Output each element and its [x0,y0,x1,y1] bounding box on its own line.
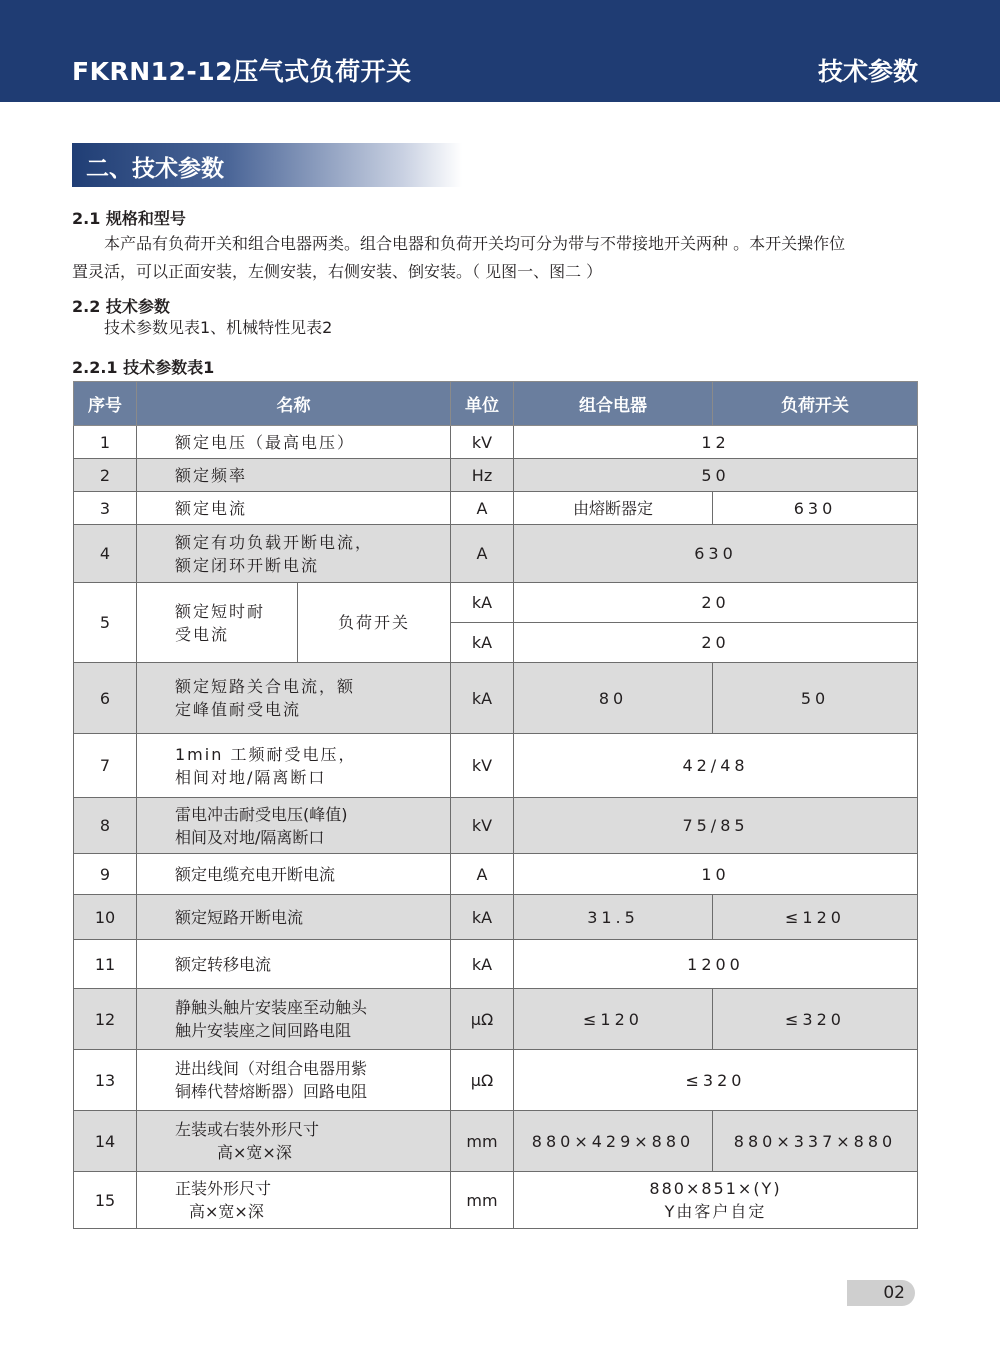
paragraph-2-1-line2: 置灵活，可以正面安装，左侧安装，右侧安装、倒安装。（ 见图一、图二 ） [72,262,603,281]
param-name: 额定电流 [137,492,451,525]
param-unit: kV [451,734,514,798]
param-value-combined: ≤120 [514,989,713,1050]
param-name: 额定电压（最高电压） [137,426,451,459]
param-name-line1: 雷电冲击耐受电压(峰值) [175,804,348,824]
param-name-line1: 左装或右装外形尺寸 [175,1120,320,1139]
table-row [74,492,918,525]
table-row [74,525,918,583]
param-value-combined: 80 [514,663,713,734]
param-unit: A [451,854,514,895]
row-number: 15 [74,1172,137,1229]
row-number: 5 [74,583,137,663]
param-name: 额定短路开断电流 [137,895,451,940]
row-number: 13 [74,1050,137,1111]
section-title: 二、技术参数 [86,156,224,182]
param-value-line1: 880×851×(Y) [649,1179,782,1198]
param-name-line2: 受电流 [175,624,230,644]
param-name-line1: 1min 工频耐受电压， [175,744,357,764]
row-number: 11 [74,940,137,989]
param-name [137,989,451,1050]
param-name-line1: 额定短路关合电流，额 [175,677,356,696]
col-header-combined-apparatus: 组合电器 [514,382,713,426]
param-value: 630 [514,525,918,583]
param-unit: kV [451,798,514,854]
page-number: 02 [883,1283,905,1303]
table-row [74,895,918,940]
param-unit: kA [451,663,514,734]
param-value-combined: 880×429×880 [514,1111,713,1172]
param-unit: kA [451,940,514,989]
page-number-badge [847,1280,915,1306]
table-row [74,854,918,895]
col-header-unit: 单位 [451,382,514,426]
param-value: 75/85 [514,798,918,854]
param-name-line2: 相间对地/隔离断口 [175,767,327,787]
param-value [514,1172,918,1229]
param-value-load-switch: ≤120 [713,895,918,940]
table-row [74,426,918,459]
table-row [74,459,918,492]
param-name-line2: 触片安装座之间回路电阻 [175,1021,352,1040]
table-row [74,583,918,623]
param-name: 额定电缆充电开断电流 [137,854,451,895]
section-banner [72,143,462,187]
param-name [137,663,451,734]
row-number: 6 [74,663,137,734]
param-name-line2: 铜棒代替熔断器）回路电阻 [175,1082,368,1101]
heading-2-2: 2.2 技术参数 [72,297,170,316]
param-value-load-switch: 50 [713,663,918,734]
row-number: 8 [74,798,137,854]
page-header [0,0,1000,102]
param-value: 1200 [514,940,918,989]
param-name [137,798,451,854]
param-value: 10 [514,854,918,895]
param-unit: A [451,525,514,583]
param-name-line2: 额定闭环开断电流 [175,555,320,575]
table-row [74,940,918,989]
table-row [74,663,918,734]
param-unit: kA [451,583,514,623]
param-value: 20 [514,583,918,623]
param-value-combined: 由熔断器定 [514,492,713,525]
param-name [137,1172,451,1229]
param-name-line2: 定峰值耐受电流 [175,700,302,719]
header-section-label: 技术参数 [817,57,918,86]
col-header-load-switch: 负荷开关 [713,382,918,426]
param-unit: kA [451,895,514,940]
col-header-name: 名称 [137,382,451,426]
row-number: 1 [74,426,137,459]
param-unit: μΩ [451,1050,514,1111]
param-name [137,1111,451,1172]
param-subname: 负荷开关 [298,583,451,663]
table-row [74,989,918,1050]
table-row [74,1172,918,1229]
paragraph-2-2: 技术参数见表1、机械特性见表2 [104,318,333,337]
row-number: 7 [74,734,137,798]
param-name: 额定转移电流 [137,940,451,989]
row-number: 4 [74,525,137,583]
row-number: 10 [74,895,137,940]
param-unit: A [451,492,514,525]
param-name-line2: 高×宽×深 [189,1202,264,1221]
param-name-line1: 正装外形尺寸 [175,1179,272,1198]
heading-2-1: 2.1 规格和型号 [72,209,186,228]
table-row [74,1111,918,1172]
param-name-line1: 额定短时耐 [175,601,266,621]
param-name [137,583,298,663]
param-value-load-switch: 880×337×880 [713,1111,918,1172]
param-value-line2: Y由客户自定 [664,1202,767,1221]
param-name-line2: 相间及对地/隔离断口 [175,827,325,847]
row-number: 14 [74,1111,137,1172]
param-name [137,1050,451,1111]
table-row [74,1050,918,1111]
param-name-line1: 额定有功负载开断电流， [175,532,374,552]
param-value: ≤320 [514,1050,918,1111]
param-unit: kA [451,623,514,663]
param-value-combined: 31.5 [514,895,713,940]
table-row [74,734,918,798]
row-number: 3 [74,492,137,525]
row-number: 12 [74,989,137,1050]
param-unit: mm [451,1172,514,1229]
param-unit: kV [451,426,514,459]
row-number: 2 [74,459,137,492]
param-name-line1: 静触头触片安装座至动触头 [175,998,368,1017]
param-value: 50 [514,459,918,492]
param-value-load-switch: 630 [713,492,918,525]
table-header-row [74,382,918,426]
technical-parameters-table [73,381,918,1229]
param-name: 额定频率 [137,459,451,492]
param-unit: Hz [451,459,514,492]
table-row [74,798,918,854]
row-number: 9 [74,854,137,895]
param-value: 42/48 [514,734,918,798]
heading-2-2-1: 2.2.1 技术参数表1 [72,358,215,377]
col-header-no: 序号 [74,382,137,426]
param-name-line2: 高×宽×深 [217,1143,292,1162]
param-name [137,525,451,583]
param-value-load-switch: ≤320 [713,989,918,1050]
param-name [137,734,451,798]
param-unit: μΩ [451,989,514,1050]
param-value: 20 [514,623,918,663]
param-unit: mm [451,1111,514,1172]
param-value: 12 [514,426,918,459]
paragraph-2-1-line1: 本产品有负荷开关和组合电器两类。组合电器和负荷开关均可分为带与不带接地开关两种 。本开关操作位 [104,234,846,253]
document-title: FKRN12-12压气式负荷开关 [72,57,412,86]
param-name-line1: 进出线间（对组合电器用紫 [175,1059,368,1078]
